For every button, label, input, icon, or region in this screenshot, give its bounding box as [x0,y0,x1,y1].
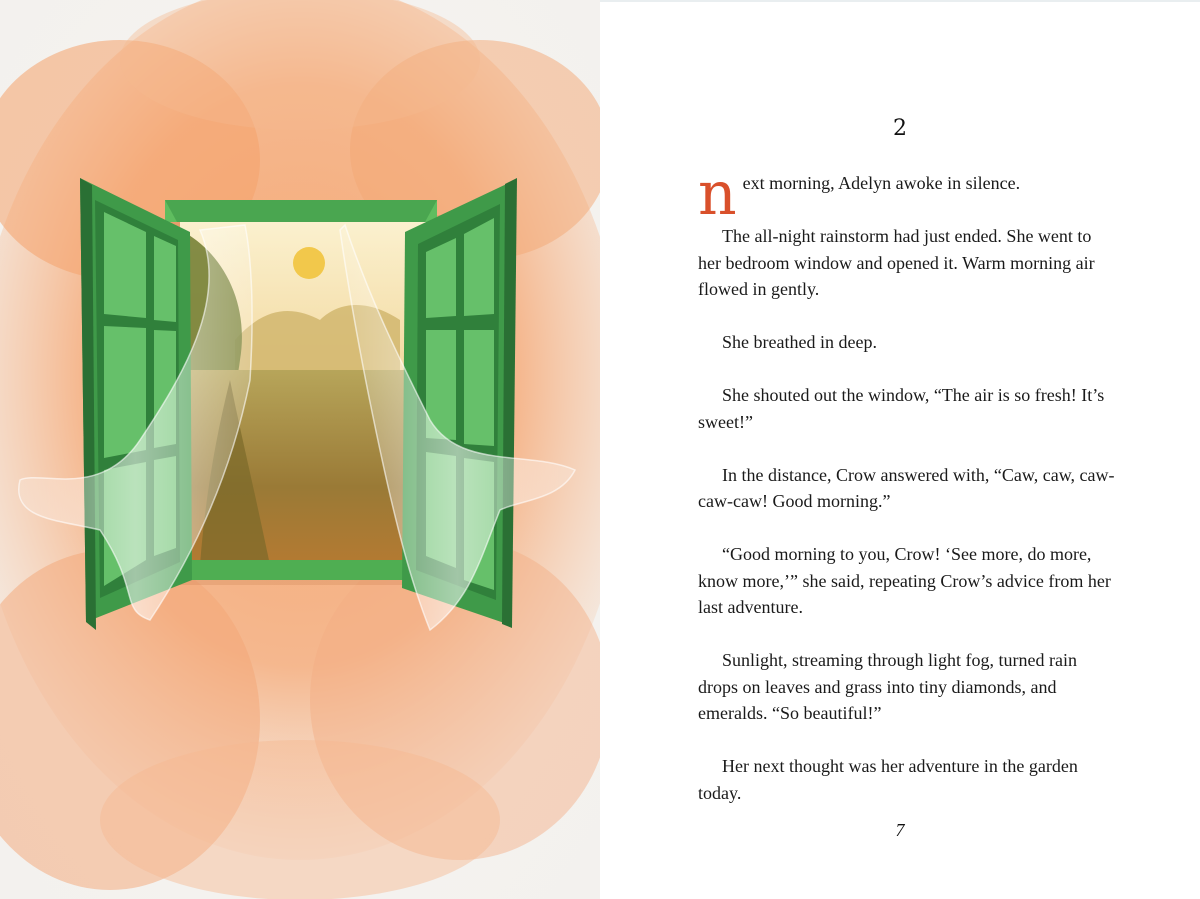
paragraph-1 [698,159,1118,229]
chapter-number: 2 [893,116,907,141]
paragraph-8: Her next thought was her adventure in the garden today. [698,756,1078,803]
text-page [600,0,1200,899]
paragraph-3: She breathed in deep. [722,332,877,352]
paragraph-5: In the distance, Crow answered with, “Caw, caw, caw-caw-caw! Good morning.” [698,464,1115,511]
paragraph-4: She shouted out the window, “The air is so fresh! It’s sweet!” [698,385,1105,432]
drop-cap: n [698,159,737,229]
paragraph-1-text: ext morning, Adelyn awoke in silence. [742,173,1021,193]
paragraph-2: The all-night rainstorm had just ended. She went to her bedroom window and opened it. Warm morning air flowed in gently. [698,226,1095,299]
paragraph-6: “Good morning to you, Crow! ‘See more, do more, know more,’” she said, repeating Crow’s advice from her last adventure. [698,544,1111,617]
page-edge-line [600,0,1200,2]
page-number: 7 [895,820,905,840]
story-text [698,159,1118,833]
paragraph-7: Sunlight, streaming through light fog, turned rain drops on leaves and grass into tiny diamonds, and emeralds. “So beautiful!” [698,650,1077,723]
